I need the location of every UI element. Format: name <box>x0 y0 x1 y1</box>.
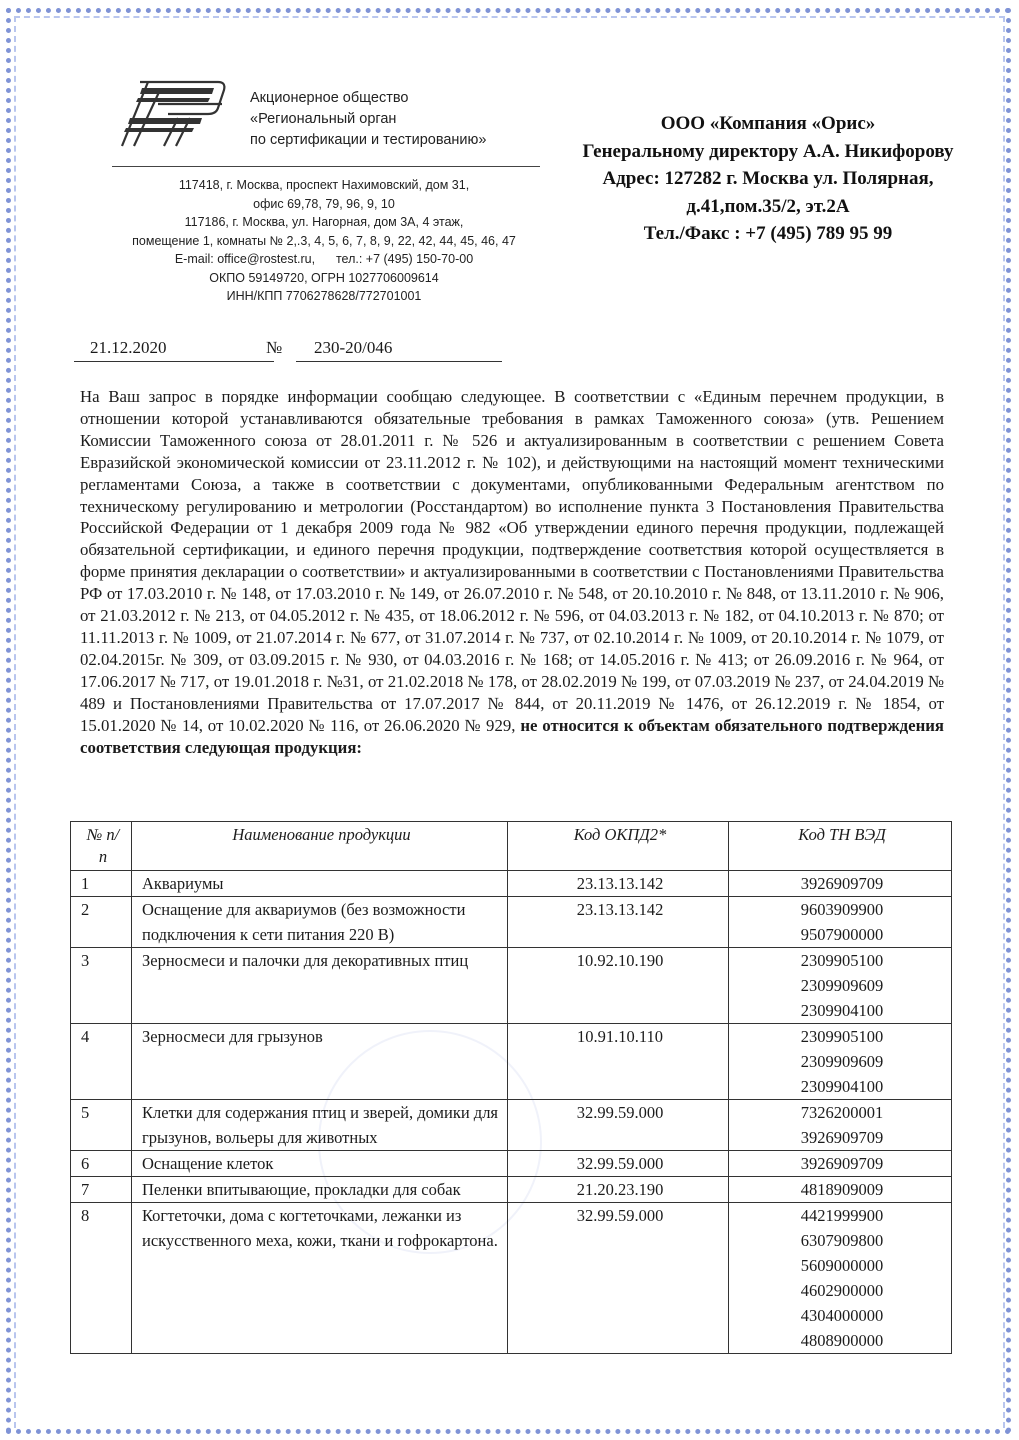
recipient-address: Адрес: 127282 г. Москва ул. Полярная, <box>602 168 934 189</box>
sender-address-block <box>104 176 544 306</box>
tnved-code: 3926909709 <box>800 1128 884 1147</box>
tnved-codes <box>729 871 952 897</box>
tnved-code: 9507900000 <box>800 925 884 944</box>
header-num: № п/п <box>71 822 132 871</box>
tnved-code: 2309905100 <box>800 951 884 970</box>
okpd-code: 32.99.59.000 <box>508 1100 729 1151</box>
header-name: Наименование продукции <box>132 822 508 871</box>
tnved-codes <box>729 948 952 1024</box>
tnved-code: 5609000000 <box>800 1256 884 1275</box>
okpd-code: 23.13.13.142 <box>508 897 729 948</box>
okpd-code: 32.99.59.000 <box>508 1203 729 1354</box>
sender-inn-line: ИНН/КПП 7706278628/772701001 <box>226 289 422 303</box>
tnved-code: 4421999900 <box>800 1206 884 1225</box>
product-name: Зерносмеси и палочки для декоративных птиц <box>132 948 508 1024</box>
tnved-codes <box>729 897 952 948</box>
org-name-line: по сертификации и тестированию» <box>250 132 487 148</box>
recipient-phone: Тел./Факс : +7 (495) 789 95 99 <box>643 223 893 244</box>
tnved-code: 2309904100 <box>800 1077 884 1096</box>
table-row <box>71 1203 952 1354</box>
row-number: 1 <box>71 871 132 897</box>
okpd-code: 23.13.13.142 <box>508 871 729 897</box>
recipient-block <box>548 110 988 248</box>
products-table <box>70 821 952 1354</box>
tnved-code: 4304000000 <box>800 1306 884 1325</box>
okpd-code: 32.99.59.000 <box>508 1151 729 1177</box>
product-name: Пеленки впитывающие, прокладки для собак <box>132 1177 508 1203</box>
table-header-row <box>71 822 952 871</box>
letter-number: 230-20/046 <box>296 338 502 362</box>
tnved-code: 4602900000 <box>800 1281 884 1300</box>
product-name: Когтеточки, дома с когтеточками, лежанки из искусственного меха, кожи, ткани и гофрокартона. <box>132 1203 508 1354</box>
tnved-code: 3926909709 <box>800 1154 884 1173</box>
letter-conclusion: не относится к объектам обязательного подтверждения соответствия следующая продукция: <box>80 715 945 757</box>
table-row <box>71 948 952 1024</box>
recipient-addressee: Генеральному директору А.А. Никифорову <box>582 140 954 162</box>
header-divider <box>112 166 540 167</box>
table-row <box>71 897 952 948</box>
sender-address-line: 117418, г. Москва, проспект Нахимовский, дом 31, <box>178 178 470 192</box>
table-row <box>71 1024 952 1100</box>
table-row <box>71 871 952 897</box>
tnved-code: 2309909609 <box>800 976 884 995</box>
tnved-code: 6307909800 <box>800 1231 884 1250</box>
organization-logo <box>118 78 228 150</box>
table-row <box>71 1100 952 1151</box>
letter-date: 21.12.2020 <box>74 338 274 362</box>
okpd-code: 10.91.10.110 <box>508 1024 729 1100</box>
row-number: 3 <box>71 948 132 1024</box>
tnved-codes <box>729 1151 952 1177</box>
sender-address-line: помещение 1, комнаты № 2,.3, 4, 5, 6, 7, 8, 9, 22, 42, 44, 45, 46, 47 <box>132 233 516 248</box>
tnved-codes <box>729 1100 952 1151</box>
header-tnved: Код ТН ВЭД <box>729 822 952 871</box>
product-name: Оснащение клеток <box>132 1151 508 1177</box>
row-number: 6 <box>71 1151 132 1177</box>
product-name: Оснащение для аквариумов (без возможности подключения к сети питания 220 В) <box>132 897 508 948</box>
table-row <box>71 1177 952 1203</box>
row-number: 7 <box>71 1177 132 1203</box>
tnved-codes <box>729 1203 952 1354</box>
sender-address-line: офис 69,78, 79, 96, 9, 10 <box>253 196 395 211</box>
sender-address-line: 117186, г. Москва, ул. Нагорная, дом 3А, 4 этаж, <box>184 215 464 229</box>
products-table-body <box>71 871 952 1354</box>
product-name: Зерносмеси для грызунов <box>132 1024 508 1100</box>
okpd-code: 10.92.10.190 <box>508 948 729 1024</box>
tnved-code: 4808900000 <box>800 1331 884 1350</box>
tnved-code: 3926909709 <box>800 874 884 893</box>
row-number: 8 <box>71 1203 132 1354</box>
row-number: 4 <box>71 1024 132 1100</box>
letter-body <box>80 386 944 758</box>
row-number: 2 <box>71 897 132 948</box>
table-row <box>71 1151 952 1177</box>
letter-body-text: На Ваш запрос в порядке информации сообщаю следующее. В соответствии с «Единым перечнем продукции, в отношении которой устанавливаются обязательные требования в рамках Таможенного союза» (утв. Решением Комиссии Таможенного союза от 28.01.2011 г. № 526 и актуализированным в соответствии с решением Совета Евразийской экономической комиссии от 23.11.2012 г. № 102), и действующими на настоящий момент техническими регламентами Союза, а также в соответствии с документами, опубликованными Федеральным агентством по техническому регулированию и метрологии (Росстандартом) во исполнение пункта 3 Постановления Правительства Российской Федерации от 1 декабря 2009 года № 982 «Об утверждении единого перечня продукции, подлежащей обязательной сертификации, и единого перечня продукции, подтверждение соответствия которой осуществляется в форме принятия декларации о соответствии» и актуализированными в соответствии с Постановлениями Правительства РФ от 17.03.2010 г. № 148, от 17.03.2010 г. № 149, от 26.07.2010 г. № 548, от 20.10.2010 г. № 848, от 13.11.2010 г. № 906, от 21.03.2012 г. № 213, от 04.05.2012 г. № 435, от 18.06.2012 г. № 596, от 04.03.2013 г. № 182, от 04.10.2013 г. № 870; от 11.11.2013 г. № 1009, от 21.07.2014 г. № 677, от 31.07.2014 г. № 737, от 02.10.2014 г. № 1009, от 20.10.2014 г. № 1079, от 02.04.2015г. № 309, от 03.09.2015 г. № 930, от 04.03.2016 г. № 168; от 14.05.2016 г. № 413; от 26.09.2016 г. № 964, от 17.06.2017 № 717, от 19.01.2018 г. №31, от 21.02.2018 № 178, от 28.02.2019 № 199, от 07.03.2019 № 237, от 24.04.2019 № 489 и Постановлениями Правительства от 17.07.2017 № 844, от 20.11.2019 № 1476, от 26.12.2019 г. № 1854, от 15.01.2020 № 14, от 10.02.2020 № 116, от 26.06.2020 № 929, <box>80 387 944 735</box>
okpd-code: 21.20.23.190 <box>508 1177 729 1203</box>
tnved-code: 2309904100 <box>800 1001 884 1020</box>
sender-organization-name <box>250 88 486 151</box>
tnved-code: 2309905100 <box>800 1027 884 1046</box>
tnved-codes <box>729 1177 952 1203</box>
letter-number-label: № <box>266 338 283 357</box>
recipient-company: ООО «Компания «Орис» <box>660 113 876 134</box>
org-name-line: «Региональный орган <box>250 111 397 127</box>
product-name: Клетки для содержания птиц и зверей, домики для грызунов, вольеры для животных <box>132 1100 508 1151</box>
row-number: 5 <box>71 1100 132 1151</box>
sender-contact-line: E-mail: office@rostest.ru, тел.: +7 (495) 150-70-00 <box>174 252 474 266</box>
org-name-line: Акционерное общество <box>250 90 409 106</box>
tnved-code: 4818909009 <box>800 1180 884 1199</box>
tnved-code: 7326200001 <box>800 1103 884 1122</box>
tnved-code: 9603909900 <box>800 900 884 919</box>
header-okpd: Код ОКПД2* <box>508 822 729 871</box>
product-name: Аквариумы <box>132 871 508 897</box>
tnved-codes <box>729 1024 952 1100</box>
tnved-code: 2309909609 <box>800 1052 884 1071</box>
recipient-address: д.41,пом.35/2, эт.2А <box>686 195 850 217</box>
sender-okpo-line: ОКПО 59149720, ОГРН 1027706009614 <box>209 270 439 285</box>
